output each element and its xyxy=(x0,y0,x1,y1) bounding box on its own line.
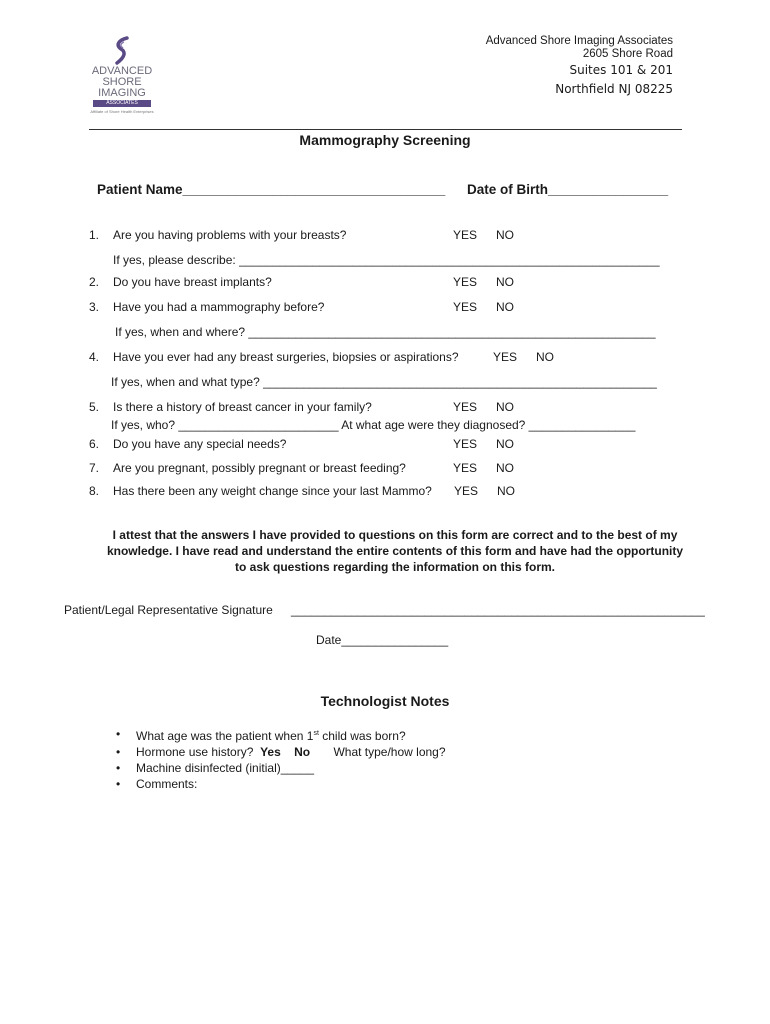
question-number: 5. xyxy=(89,400,100,414)
signature-date-field[interactable]: Date________________ xyxy=(316,633,449,647)
list-item xyxy=(116,726,446,744)
question-text: Is there a history of breast cancer in your family? xyxy=(113,400,372,414)
logo-tagline: Affiliate of Shore Health Enterprises xyxy=(90,109,154,114)
answer-yes[interactable]: YES xyxy=(453,228,478,242)
answer-yes[interactable]: YES xyxy=(453,400,478,414)
hormone-no-option[interactable]: No xyxy=(294,745,311,759)
page-title: Mammography Screening xyxy=(299,132,471,148)
logo-text-associates: ASSOCIATES xyxy=(93,100,151,107)
answer-yes[interactable]: YES xyxy=(454,484,479,498)
question-number: 1. xyxy=(89,228,100,242)
answer-no[interactable]: NO xyxy=(496,300,514,314)
question-number: 6. xyxy=(89,437,100,451)
list-item: • Comments: xyxy=(116,776,446,792)
company-logo xyxy=(86,36,158,122)
answer-no[interactable]: NO xyxy=(496,437,514,451)
answer-yes[interactable]: YES xyxy=(453,275,478,289)
note-text: Hormone use history? xyxy=(136,745,254,759)
header-divider xyxy=(89,129,682,130)
list-item xyxy=(116,744,446,760)
question-number: 4. xyxy=(89,350,100,364)
question-number: 7. xyxy=(89,461,100,475)
date-of-birth-field[interactable]: Date of Birth________________ xyxy=(467,182,669,197)
note-superscript: st xyxy=(313,730,319,737)
answer-yes[interactable]: YES xyxy=(453,300,478,314)
note-text: What type/how long? xyxy=(333,745,446,759)
clinic-address xyxy=(486,35,673,99)
answer-no[interactable]: NO xyxy=(496,461,514,475)
question-number: 3. xyxy=(89,300,100,314)
hormone-yes-option[interactable]: Yes xyxy=(260,745,281,759)
followup-when-where[interactable]: If yes, when and where? _____________________________________________________________ xyxy=(115,325,656,339)
question-text: Have you had a mammography before? xyxy=(113,300,325,314)
signature-label: Patient/Legal Representative Signature xyxy=(64,603,273,617)
logo-text-advanced: ADVANCED xyxy=(91,65,153,77)
answer-yes[interactable]: YES xyxy=(453,461,478,475)
logo-swirl-icon xyxy=(111,36,133,66)
attestation-statement: I attest that the answers I have provided to questions on this form are correct and to the best of my knowledge. I have read and understand the entire contents of this form and have had the opportunity to ask questions regarding the information on this form. xyxy=(106,528,684,574)
question-number: 8. xyxy=(89,484,100,498)
question-text: Do you have any special needs? xyxy=(113,437,287,451)
question-text: Are you pregnant, possibly pregnant or breast feeding? xyxy=(113,461,406,475)
question-text: Has there been any weight change since your last Mammo? xyxy=(113,484,432,498)
list-item: • Machine disinfected (initial)_____ xyxy=(116,760,446,776)
question-text: Are you having problems with your breasts? xyxy=(113,228,347,242)
followup-describe[interactable]: If yes, please describe: _______________________________________________________________ xyxy=(113,253,660,267)
question-text: Have you ever had any breast surgeries, biopsies or aspirations? xyxy=(113,350,459,364)
followup-when-type[interactable]: If yes, when and what type? ___________________________________________________________ xyxy=(111,375,657,389)
technologist-notes-list xyxy=(116,726,446,792)
answer-no[interactable]: NO xyxy=(496,228,514,242)
answer-yes[interactable]: YES xyxy=(453,437,478,451)
address-line-1: Advanced Shore Imaging Associates xyxy=(485,35,673,47)
answer-no[interactable]: NO xyxy=(536,350,554,364)
answer-yes[interactable]: YES xyxy=(493,350,518,364)
followup-who-age[interactable]: If yes, who? ________________________ At what age were they diagnosed? ________________ xyxy=(111,418,636,432)
address-line-4: Northfield NJ 08225 xyxy=(555,82,673,96)
note-text: child was born? xyxy=(318,729,406,743)
patient-name-field[interactable]: Patient Name___________________________________ xyxy=(97,182,446,197)
address-line-2: 2605 Shore Road xyxy=(582,48,673,60)
note-text: What age was the patient when 1 xyxy=(136,729,314,743)
logo-text-imaging: IMAGING xyxy=(98,87,146,99)
question-text: Do you have breast implants? xyxy=(113,275,272,289)
question-number: 2. xyxy=(89,275,100,289)
answer-no[interactable]: NO xyxy=(496,400,514,414)
answer-no[interactable]: NO xyxy=(497,484,515,498)
signature-line[interactable]: ______________________________________________________________ xyxy=(291,603,705,617)
address-line-3: Suites 101 & 201 xyxy=(569,63,673,77)
answer-no[interactable]: NO xyxy=(496,275,514,289)
logo-text-shore: SHORE xyxy=(102,76,142,88)
technologist-notes-title: Technologist Notes xyxy=(320,693,450,709)
